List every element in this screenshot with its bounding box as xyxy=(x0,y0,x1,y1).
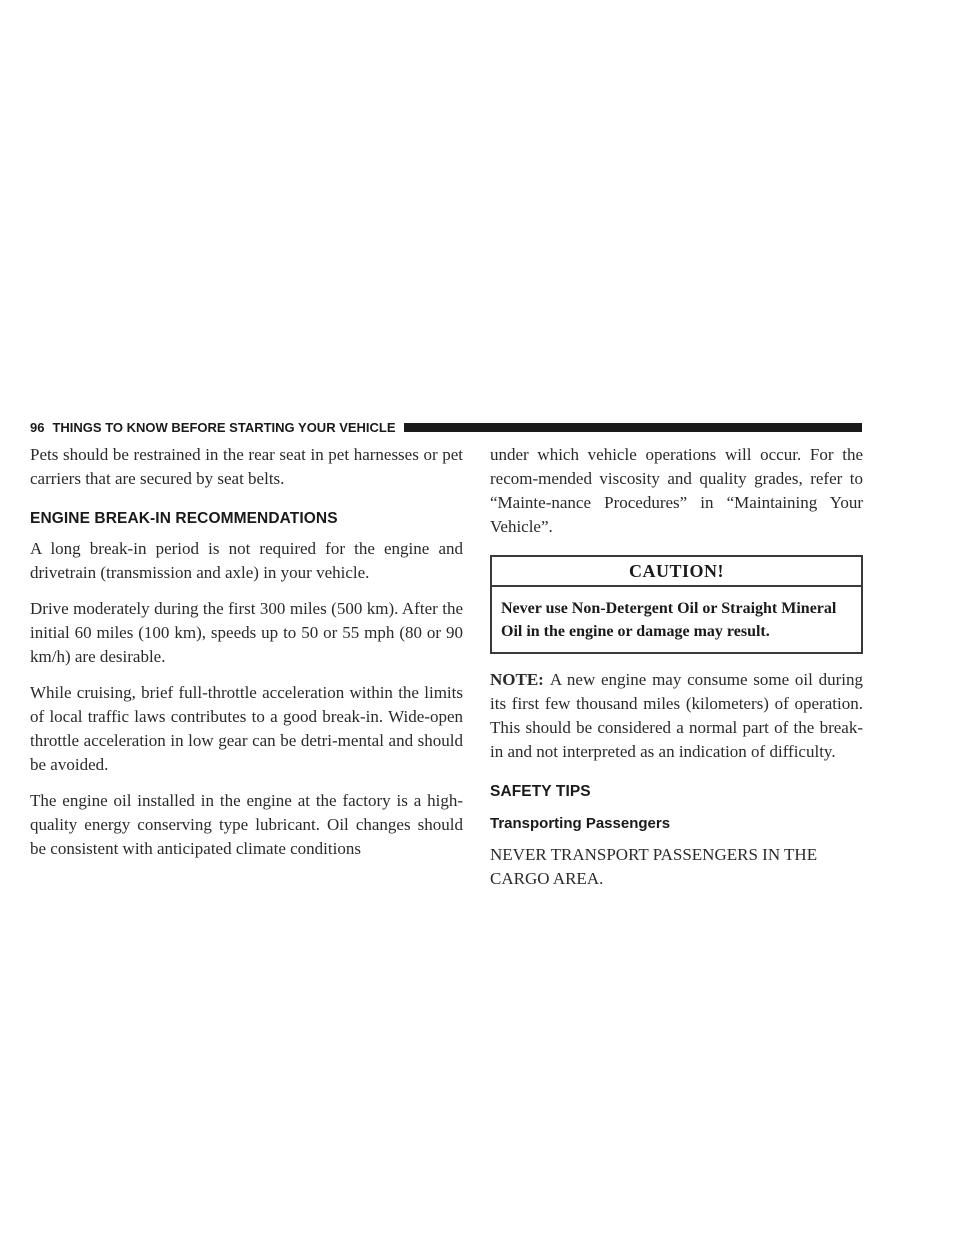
section-title: THINGS TO KNOW BEFORE STARTING YOUR VEHICLE xyxy=(52,419,396,435)
paragraph-transport: NEVER TRANSPORT PASSENGERS IN THE CARGO AREA. xyxy=(490,845,818,888)
paragraph-break-in: A long break-in period is not required for the engine and drivetrain (transmission and axle) in your vehicle. xyxy=(30,539,463,582)
paragraph-drive: Drive moderately during the first 300 miles (500 km). After the initial 60 miles (100 km), speeds up to 50 or 55 mph (80 or 90 km/h) are desirable. xyxy=(30,599,463,666)
heading-engine-break-in: ENGINE BREAK-IN RECOMMENDATIONS xyxy=(30,510,338,527)
caution-box xyxy=(490,555,863,654)
paragraph-oil-continued: under which vehicle operations will occur. For the recom-mended viscosity and quality grades, refer to “Mainte-nance Procedures” in “Maintaining Your Vehicle”. xyxy=(490,445,863,536)
page-header xyxy=(30,417,862,437)
page-number: 96 xyxy=(30,419,45,435)
note-paragraph xyxy=(490,668,863,764)
header-rule xyxy=(404,423,862,432)
caution-text: Never use Non-Detergent Oil or Straight Mineral Oil in the engine or damage may result. xyxy=(501,600,837,640)
right-column xyxy=(490,443,863,903)
paragraph-cruise: While cruising, brief full-throttle acceleration within the limits of local traffic laws contributes to a good break-in. Wide-open throttle acceleration in low gear can be detri-mental and should be avoided. xyxy=(30,683,463,774)
paragraph-oil: The engine oil installed in the engine at the factory is a high-quality energy conserving type lubricant. Oil changes should be consistent with anticipated climate conditions xyxy=(30,791,463,858)
caution-title: CAUTION! xyxy=(492,557,861,587)
note-text: A new engine may consume some oil during its first few thousand miles (kilometers) of operation. This should be considered a normal part of the break-in and not interpreted as an indication of difficulty. xyxy=(490,670,863,761)
heading-safety-tips: SAFETY TIPS xyxy=(490,783,591,800)
left-column xyxy=(30,443,463,873)
paragraph-pets: Pets should be restrained in the rear seat in pet harnesses or pet carriers that are secured by seat belts. xyxy=(30,445,463,488)
note-label: NOTE: xyxy=(490,670,544,689)
heading-transporting-passengers: Transporting Passengers xyxy=(490,815,671,832)
